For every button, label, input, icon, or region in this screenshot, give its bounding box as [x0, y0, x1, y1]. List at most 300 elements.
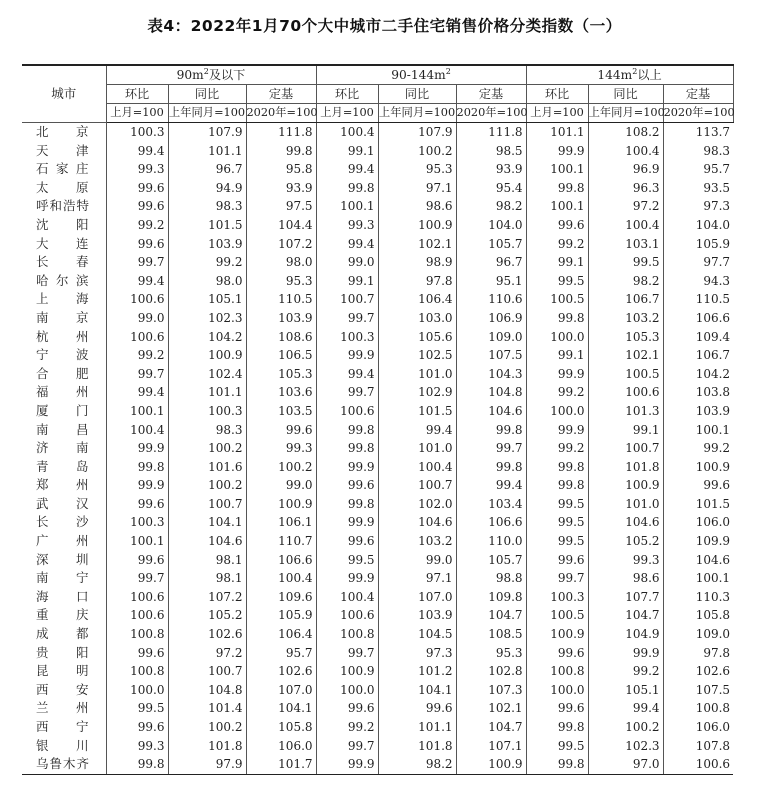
price-index-table	[22, 64, 734, 775]
city-name: 南昌	[36, 421, 90, 437]
index-value: 100.4	[378, 458, 456, 477]
city-name: 天津	[36, 142, 90, 158]
index-value: 99.0	[106, 309, 168, 328]
index-value: 99.6	[316, 699, 378, 718]
table-row	[22, 309, 733, 328]
index-value: 99.2	[526, 235, 588, 254]
index-value: 99.6	[663, 476, 733, 495]
index-value: 111.8	[246, 123, 316, 142]
index-value: 102.4	[168, 365, 246, 384]
index-value: 99.9	[526, 421, 588, 440]
base-header: 上年同月=100	[168, 104, 246, 123]
index-value: 99.5	[526, 737, 588, 756]
index-value: 106.4	[378, 290, 456, 309]
index-value: 101.1	[168, 142, 246, 161]
base-header: 上月=100	[526, 104, 588, 123]
index-value: 97.0	[588, 755, 663, 774]
metric-header: 定基	[246, 85, 316, 104]
table-row	[22, 123, 733, 142]
index-value: 97.8	[663, 644, 733, 663]
index-value: 106.6	[663, 309, 733, 328]
index-value: 104.6	[456, 402, 526, 421]
table-row	[22, 569, 733, 588]
index-value: 97.1	[378, 179, 456, 198]
index-value: 100.2	[168, 439, 246, 458]
index-value: 101.8	[168, 737, 246, 756]
index-value: 99.9	[316, 458, 378, 477]
index-value: 100.4	[106, 421, 168, 440]
index-value: 99.8	[526, 458, 588, 477]
index-value: 105.8	[663, 606, 733, 625]
base-header: 2020年=100	[456, 104, 526, 123]
index-value: 100.3	[106, 513, 168, 532]
index-value: 99.1	[588, 421, 663, 440]
index-value: 100.7	[316, 290, 378, 309]
city-name: 海口	[36, 588, 90, 604]
table-row	[22, 606, 733, 625]
index-value: 108.5	[456, 625, 526, 644]
city-name: 重庆	[36, 607, 90, 623]
index-value: 98.0	[246, 253, 316, 272]
index-value: 106.6	[456, 513, 526, 532]
index-value: 93.9	[246, 179, 316, 198]
index-value: 99.9	[588, 644, 663, 663]
index-value: 105.7	[456, 235, 526, 254]
index-value: 105.7	[456, 551, 526, 570]
index-value: 99.5	[316, 551, 378, 570]
city-name: 贵阳	[36, 644, 90, 660]
index-value: 99.4	[588, 699, 663, 718]
index-value: 103.5	[246, 402, 316, 421]
index-value: 99.2	[168, 253, 246, 272]
index-value: 99.8	[316, 495, 378, 514]
index-value: 103.2	[588, 309, 663, 328]
index-value: 106.9	[456, 309, 526, 328]
metric-header: 环比	[106, 85, 168, 104]
index-value: 99.4	[106, 383, 168, 402]
index-value: 99.6	[316, 476, 378, 495]
index-value: 99.3	[106, 160, 168, 179]
index-value: 104.5	[378, 625, 456, 644]
index-value: 101.5	[168, 216, 246, 235]
city-name: 南京	[36, 309, 90, 325]
index-value: 105.3	[588, 328, 663, 347]
index-value: 101.6	[168, 458, 246, 477]
index-value: 99.8	[456, 421, 526, 440]
index-value: 95.8	[246, 160, 316, 179]
index-value: 100.9	[168, 346, 246, 365]
index-value: 99.2	[526, 383, 588, 402]
index-value: 100.7	[168, 495, 246, 514]
index-value: 98.6	[378, 197, 456, 216]
index-value: 99.5	[526, 495, 588, 514]
index-value: 103.0	[378, 309, 456, 328]
index-value: 99.9	[526, 365, 588, 384]
index-value: 100.1	[663, 569, 733, 588]
index-value: 99.9	[526, 142, 588, 161]
index-value: 100.8	[663, 699, 733, 718]
index-value: 101.1	[168, 383, 246, 402]
group-header-90-144: $90-144m^2$	[316, 65, 526, 85]
index-value: 99.7	[456, 439, 526, 458]
index-value: 97.3	[663, 197, 733, 216]
index-value: 99.8	[316, 179, 378, 198]
index-value: 100.6	[663, 755, 733, 774]
index-value: 100.4	[588, 216, 663, 235]
index-value: 97.5	[246, 197, 316, 216]
base-header: 2020年=100	[246, 104, 316, 123]
index-value: 100.7	[588, 439, 663, 458]
index-value: 101.0	[378, 439, 456, 458]
index-value: 99.7	[106, 569, 168, 588]
index-value: 100.3	[168, 402, 246, 421]
index-value: 101.4	[168, 699, 246, 718]
table-row	[22, 439, 733, 458]
index-value: 98.2	[456, 197, 526, 216]
index-value: 99.1	[526, 346, 588, 365]
index-value: 100.3	[106, 123, 168, 142]
metric-header: 同比	[378, 85, 456, 104]
index-value: 99.3	[246, 439, 316, 458]
table-row	[22, 513, 733, 532]
index-value: 93.9	[456, 160, 526, 179]
index-value: 99.8	[526, 718, 588, 737]
index-value: 99.6	[106, 179, 168, 198]
index-value: 96.3	[588, 179, 663, 198]
index-value: 99.0	[316, 253, 378, 272]
index-value: 103.9	[378, 606, 456, 625]
index-value: 100.6	[106, 290, 168, 309]
index-value: 96.7	[168, 160, 246, 179]
index-value: 95.1	[456, 272, 526, 291]
index-value: 105.8	[246, 718, 316, 737]
index-value: 100.6	[106, 588, 168, 607]
city-column-header: 城市	[22, 65, 106, 123]
index-value: 100.8	[316, 625, 378, 644]
index-value: 99.4	[316, 160, 378, 179]
index-value: 100.1	[526, 160, 588, 179]
index-value: 106.5	[246, 346, 316, 365]
index-value: 95.4	[456, 179, 526, 198]
index-value: 100.0	[526, 328, 588, 347]
index-value: 107.5	[456, 346, 526, 365]
index-value: 100.4	[246, 569, 316, 588]
index-value: 99.2	[106, 346, 168, 365]
table-row	[22, 328, 733, 347]
index-value: 99.7	[316, 383, 378, 402]
index-value: 113.7	[663, 123, 733, 142]
table-row	[22, 365, 733, 384]
city-name: 深圳	[36, 551, 90, 567]
index-value: 99.8	[526, 755, 588, 774]
index-value: 102.6	[246, 662, 316, 681]
metric-header: 同比	[588, 85, 663, 104]
index-value: 104.6	[378, 513, 456, 532]
index-value: 100.0	[526, 681, 588, 700]
index-value: 101.3	[588, 402, 663, 421]
index-value: 97.2	[588, 197, 663, 216]
group-header-over-144: $144m^2$以上	[526, 65, 733, 85]
index-value: 99.1	[316, 142, 378, 161]
city-name: 合肥	[36, 365, 90, 381]
city-name: 济南	[36, 440, 90, 456]
index-value: 100.6	[106, 606, 168, 625]
index-value: 103.1	[588, 235, 663, 254]
metric-header: 同比	[168, 85, 246, 104]
index-value: 99.9	[316, 513, 378, 532]
index-value: 99.8	[246, 142, 316, 161]
index-value: 99.2	[588, 662, 663, 681]
index-value: 101.8	[378, 737, 456, 756]
index-value: 103.2	[378, 532, 456, 551]
index-value: 100.5	[526, 290, 588, 309]
index-value: 105.6	[378, 328, 456, 347]
index-value: 97.9	[168, 755, 246, 774]
table-row	[22, 681, 733, 700]
table-row	[22, 551, 733, 570]
index-value: 105.1	[588, 681, 663, 700]
index-value: 100.2	[378, 142, 456, 161]
index-value: 107.2	[168, 588, 246, 607]
index-value: 99.7	[316, 309, 378, 328]
index-value: 96.9	[588, 160, 663, 179]
table-row	[22, 644, 733, 663]
index-value: 99.6	[106, 644, 168, 663]
index-value: 106.4	[246, 625, 316, 644]
table-row	[22, 235, 733, 254]
index-value: 100.4	[316, 588, 378, 607]
index-value: 98.3	[168, 197, 246, 216]
base-header: 2020年=100	[663, 104, 733, 123]
index-value: 99.6	[526, 551, 588, 570]
index-value: 104.1	[168, 513, 246, 532]
index-value: 103.4	[456, 495, 526, 514]
metric-header: 定基	[663, 85, 733, 104]
index-value: 107.5	[663, 681, 733, 700]
index-value: 110.5	[246, 290, 316, 309]
index-value: 99.8	[106, 755, 168, 774]
index-value: 99.9	[316, 755, 378, 774]
index-value: 103.8	[663, 383, 733, 402]
index-value: 104.4	[246, 216, 316, 235]
index-value: 108.6	[246, 328, 316, 347]
index-value: 101.8	[588, 458, 663, 477]
index-value: 104.3	[456, 365, 526, 384]
index-value: 99.7	[526, 569, 588, 588]
index-value: 105.2	[168, 606, 246, 625]
table-title: 表4：2022年1月70个大中城市二手住宅销售价格分类指数（一）	[147, 17, 622, 35]
index-value: 101.0	[588, 495, 663, 514]
index-value: 101.5	[378, 402, 456, 421]
index-value: 99.5	[106, 699, 168, 718]
index-value: 98.8	[456, 569, 526, 588]
index-value: 100.9	[246, 495, 316, 514]
index-value: 100.9	[378, 216, 456, 235]
index-value: 103.6	[246, 383, 316, 402]
index-value: 107.0	[378, 588, 456, 607]
metric-header: 环比	[526, 85, 588, 104]
index-value: 99.6	[378, 699, 456, 718]
index-value: 99.4	[316, 365, 378, 384]
index-value: 99.0	[378, 551, 456, 570]
index-value: 105.9	[246, 606, 316, 625]
index-value: 110.7	[246, 532, 316, 551]
index-value: 107.1	[456, 737, 526, 756]
index-value: 102.3	[168, 309, 246, 328]
table-row	[22, 272, 733, 291]
table-row	[22, 197, 733, 216]
index-value: 99.3	[588, 551, 663, 570]
index-value: 99.9	[106, 476, 168, 495]
index-value: 99.6	[106, 235, 168, 254]
index-value: 99.5	[526, 532, 588, 551]
city-name: 郑州	[36, 477, 90, 493]
index-value: 100.1	[316, 197, 378, 216]
index-value: 99.4	[456, 476, 526, 495]
index-value: 95.3	[246, 272, 316, 291]
index-value: 99.6	[526, 699, 588, 718]
index-value: 104.2	[168, 328, 246, 347]
index-value: 98.6	[588, 569, 663, 588]
index-value: 99.7	[316, 737, 378, 756]
index-value: 102.6	[168, 625, 246, 644]
index-value: 104.2	[663, 365, 733, 384]
index-value: 100.6	[588, 383, 663, 402]
index-value: 107.7	[588, 588, 663, 607]
index-value: 104.6	[168, 532, 246, 551]
index-value: 99.7	[316, 644, 378, 663]
city-name: 大连	[36, 235, 90, 251]
index-value: 100.6	[316, 402, 378, 421]
index-value: 100.8	[106, 625, 168, 644]
index-value: 106.0	[663, 718, 733, 737]
city-name: 宁波	[36, 347, 90, 363]
index-value: 104.7	[456, 718, 526, 737]
index-value: 106.7	[663, 346, 733, 365]
index-value: 108.2	[588, 123, 663, 142]
table-row	[22, 755, 733, 774]
index-value: 99.6	[246, 421, 316, 440]
index-value: 103.9	[168, 235, 246, 254]
index-value: 99.8	[526, 179, 588, 198]
table-row	[22, 160, 733, 179]
table-row	[22, 476, 733, 495]
index-value: 110.6	[456, 290, 526, 309]
table-row	[22, 290, 733, 309]
table-row	[22, 718, 733, 737]
index-value: 100.6	[106, 328, 168, 347]
index-value: 100.5	[526, 606, 588, 625]
table-row	[22, 253, 733, 272]
index-value: 106.0	[246, 737, 316, 756]
index-value: 101.7	[246, 755, 316, 774]
index-value: 99.6	[316, 532, 378, 551]
index-value: 109.9	[663, 532, 733, 551]
table-row	[22, 625, 733, 644]
index-value: 109.8	[456, 588, 526, 607]
index-value: 104.6	[663, 551, 733, 570]
index-value: 99.8	[526, 476, 588, 495]
index-value: 97.3	[378, 644, 456, 663]
index-value: 99.6	[106, 718, 168, 737]
city-name: 长春	[36, 254, 90, 270]
index-value: 94.3	[663, 272, 733, 291]
index-value: 99.6	[106, 495, 168, 514]
index-value: 109.6	[246, 588, 316, 607]
table-row	[22, 699, 733, 718]
index-value: 111.8	[456, 123, 526, 142]
metric-header: 环比	[316, 85, 378, 104]
base-header: 上年同月=100	[588, 104, 663, 123]
city-name: 北京	[36, 124, 90, 139]
index-value: 102.9	[378, 383, 456, 402]
index-value: 98.1	[168, 569, 246, 588]
index-value: 99.2	[663, 439, 733, 458]
index-value: 100.4	[588, 142, 663, 161]
index-value: 100.9	[588, 476, 663, 495]
index-value: 97.8	[378, 272, 456, 291]
index-value: 99.8	[316, 421, 378, 440]
city-name: 呼和浩特	[36, 198, 91, 214]
city-name: 长沙	[36, 514, 90, 530]
index-value: 107.9	[168, 123, 246, 142]
index-value: 101.2	[378, 662, 456, 681]
index-value: 104.8	[456, 383, 526, 402]
index-value: 99.5	[526, 513, 588, 532]
index-value: 99.8	[106, 458, 168, 477]
index-value: 102.8	[456, 662, 526, 681]
index-value: 95.3	[378, 160, 456, 179]
index-value: 99.2	[526, 439, 588, 458]
index-value: 104.1	[246, 699, 316, 718]
index-value: 97.7	[663, 253, 733, 272]
index-value: 101.1	[378, 718, 456, 737]
index-value: 100.7	[168, 662, 246, 681]
city-name: 太原	[36, 179, 90, 195]
index-value: 99.4	[378, 421, 456, 440]
city-name: 银川	[36, 737, 90, 753]
table-row	[22, 737, 733, 756]
index-value: 101.0	[378, 365, 456, 384]
index-value: 99.4	[316, 235, 378, 254]
city-name: 西宁	[36, 719, 90, 734]
table-row	[22, 495, 733, 514]
city-name: 南宁	[36, 570, 90, 586]
index-value: 100.2	[168, 718, 246, 737]
index-value: 104.7	[588, 606, 663, 625]
index-value: 109.0	[663, 625, 733, 644]
index-value: 99.4	[106, 142, 168, 161]
index-value: 106.0	[663, 513, 733, 532]
index-value: 99.9	[316, 346, 378, 365]
index-value: 102.5	[378, 346, 456, 365]
index-value: 98.2	[378, 755, 456, 774]
index-value: 103.9	[246, 309, 316, 328]
index-value: 99.2	[106, 216, 168, 235]
index-value: 102.0	[378, 495, 456, 514]
index-value: 105.3	[246, 365, 316, 384]
index-value: 110.3	[663, 588, 733, 607]
index-value: 100.7	[378, 476, 456, 495]
index-value: 103.9	[663, 402, 733, 421]
table-row	[22, 142, 733, 161]
index-value: 98.3	[168, 421, 246, 440]
table-row	[22, 588, 733, 607]
index-value: 95.7	[246, 644, 316, 663]
index-value: 97.2	[168, 644, 246, 663]
index-value: 104.1	[378, 681, 456, 700]
table-row	[22, 532, 733, 551]
